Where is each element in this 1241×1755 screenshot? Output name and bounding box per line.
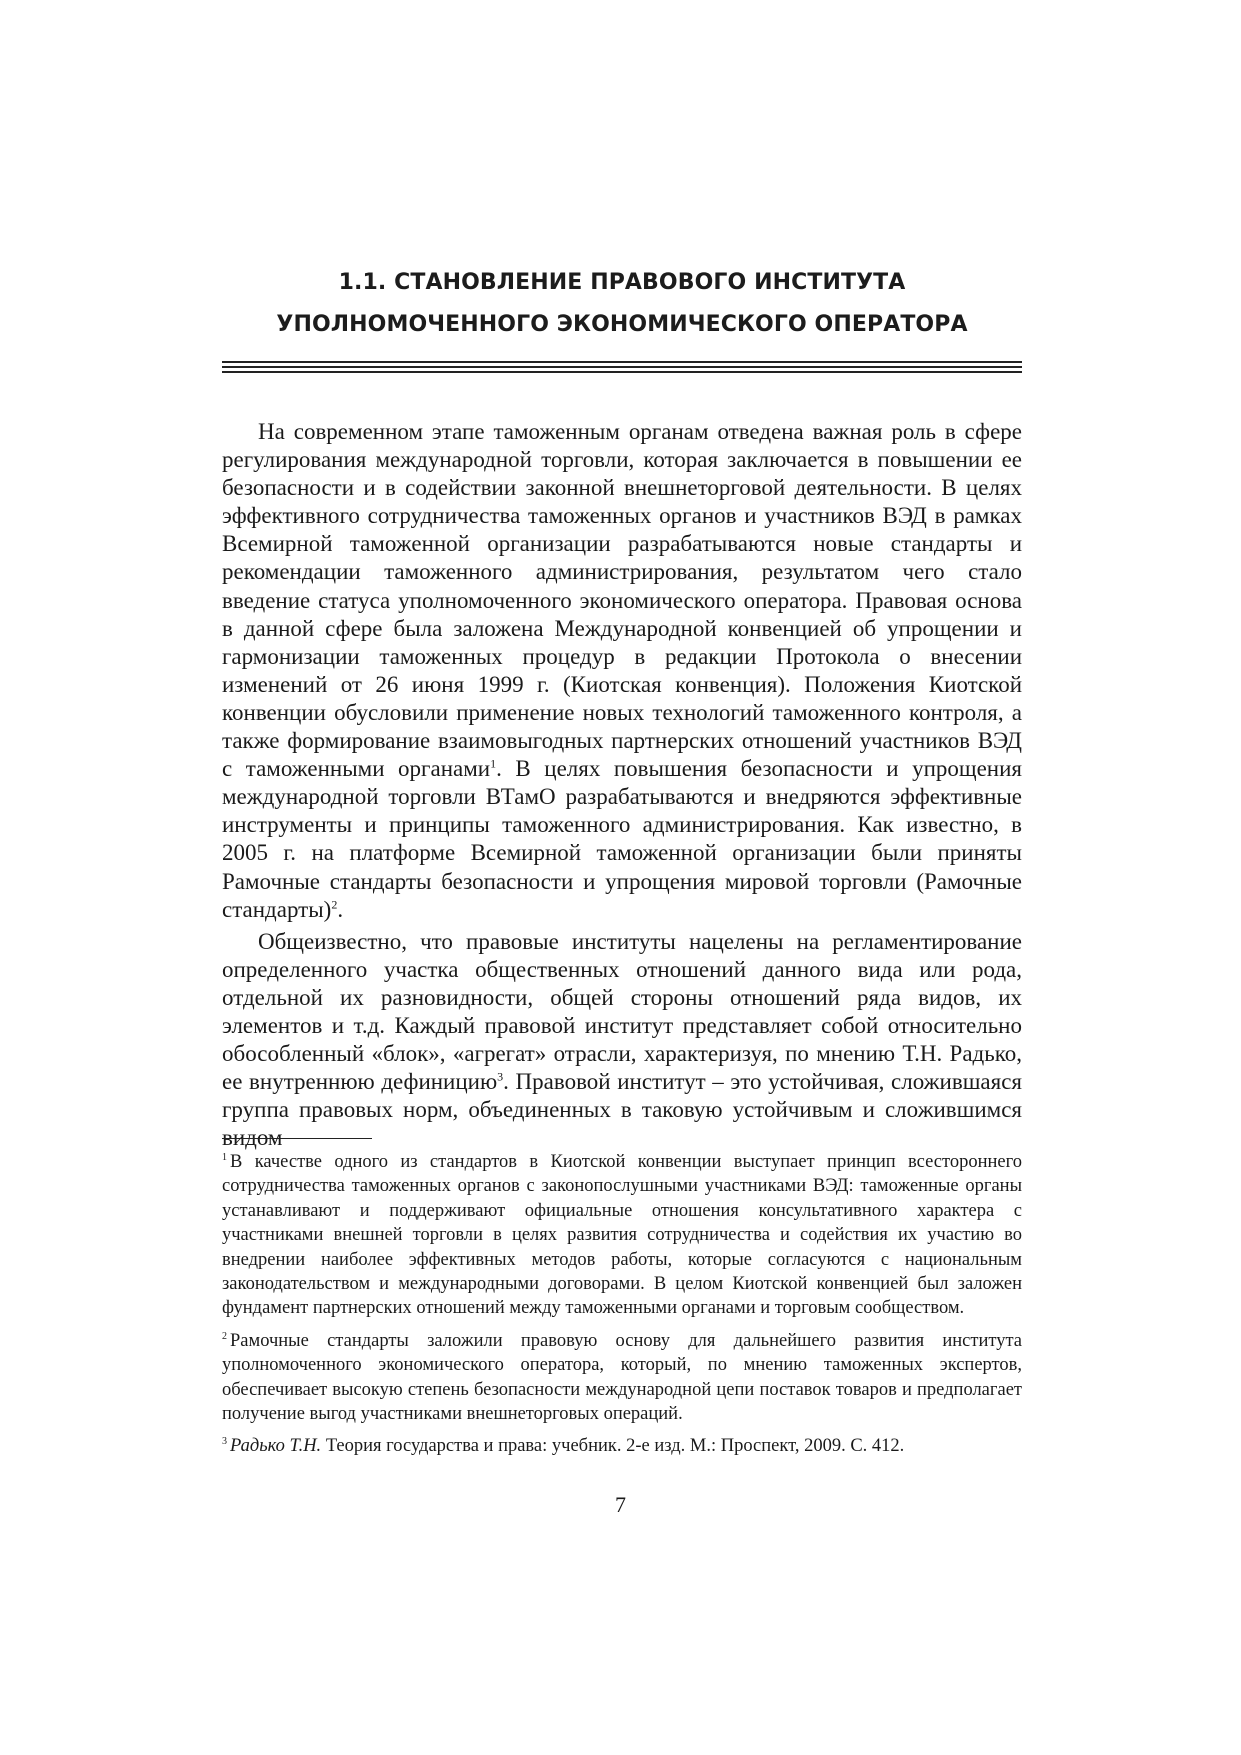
footnote-1 xyxy=(222,1150,1022,1321)
heading-line-2: УПОЛНОМОЧЕННОГО ЭКОНОМИЧЕСКОГО ОПЕРАТОРА xyxy=(276,312,968,337)
footnote-1-text: В качестве одного из стандартов в Киотской конвенции выступает принцип всестороннего сотрудничества таможенных органов с законопослушными участниками ВЭД: таможенные органы устанавливают и поддерживают официальные отношения консультативного характера с участниками внешней торговли в целях развития сотрудничества и содействия их участию во внедрении наиболее эффективных методов работы, которые согласуются с национальным законодательством и международными договорами. В целом Киотской конвенцией был заложен фундамент партнерских отношений между таможенными органами и торговым сообществом. xyxy=(222,1152,1022,1319)
paragraph-1 xyxy=(222,418,1022,924)
footnote-3-text: Теория государства и права: учебник. 2-е изд. М.: Проспект, 2009. С. 412. xyxy=(321,1436,905,1457)
paragraph-2 xyxy=(222,928,1022,1153)
footnote-3 xyxy=(222,1434,1022,1458)
footnote-3-author: Радько Т.Н. xyxy=(230,1436,322,1457)
footnote-ref-2: 2 xyxy=(331,896,338,911)
paragraph-2-text-a: Общеизвестно, что правовые институты нацелены на регламентирование определенного участка общественных отношений данного вида или рода, отдельной их разновидности, общей стороны отношений ряда видов, их элементов и т.д. Каждый правовой институт представляет собой относительно обособленный «блок», «агрегат» отрасли, характеризуя, по мнению Т.Н. Радько, ее внутреннюю дефиницию xyxy=(222,928,1022,1095)
footnote-separator xyxy=(222,1138,372,1139)
footnote-1-number: 1 xyxy=(222,1151,227,1163)
footnote-ref-3: 3 xyxy=(497,1069,504,1084)
page-number: 7 xyxy=(615,1492,626,1517)
footnote-2 xyxy=(222,1329,1022,1427)
footnote-ref-1: 1 xyxy=(490,756,497,771)
heading-rule-top xyxy=(222,361,1022,363)
footnote-2-number: 2 xyxy=(222,1330,227,1342)
footnote-2-text: Рамочные стандарты заложили правовую основу для дальнейшего развития института уполномоченного экономического оператора, который, по мнению таможенных экспертов, обеспечивает высокую степень безопасности международной цепи поставок товаров и предполагает получение выгод участниками внешнеторговых операций. xyxy=(222,1330,1022,1425)
heading-line-1: 1.1. СТАНОВЛЕНИЕ ПРАВОВОГО ИНСТИТУТА xyxy=(338,270,906,295)
footnotes xyxy=(222,1150,1022,1467)
body-text xyxy=(222,418,1022,1152)
footnote-3-number: 3 xyxy=(222,1436,227,1448)
paragraph-2-text-b: . Правовой институт – это устойчивая, сложившаяся группа правовых норм, объединенных в таковую устойчивым и сложившимся видом xyxy=(222,1069,1022,1151)
paragraph-1-text-c: . xyxy=(337,896,344,922)
heading-rule-bottom xyxy=(222,371,1022,373)
paragraph-1-text-b: . В целях повышения безопасности и упрощения международной торговли ВТамО разрабатываются и внедряются эффективные инструменты и принципы таможенного администрирования. Как известно, в 2005 г. на платформе Всемирной таможенной организации были приняты Рамочные стандарты безопасности и упрощения мировой торговли (Рамочные стандарты) xyxy=(222,756,1022,922)
heading-rule-middle xyxy=(222,366,1022,368)
section-heading xyxy=(222,262,1022,346)
paragraph-1-text-a: На современном этапе таможенным органам отведена важная роль в сфере регулирования международной торговли, которая заключается в повышении ее безопасности и в содействии законной внешнеторговой деятельности. В целях эффективного сотрудничества таможенных органов и участников ВЭД в рамках Всемирной таможенной организации разрабатываются новые стандарты и рекомендации таможенного администрирования, результатом чего стало введение статуса уполномоченного экономического оператора. Правовая основа в данной сфере была заложена Международной конвенцией об упрощении и гармонизации таможенных процедур в редакции Протокола о внесении изменений от 26 июня 1999 г. (Киотская конвенция). Положения Киотской конвенции обусловили применение новых технологий таможенного контроля, а также формирование взаимовыгодных партнерских отношений участников ВЭД с таможенными органами xyxy=(222,419,1022,782)
